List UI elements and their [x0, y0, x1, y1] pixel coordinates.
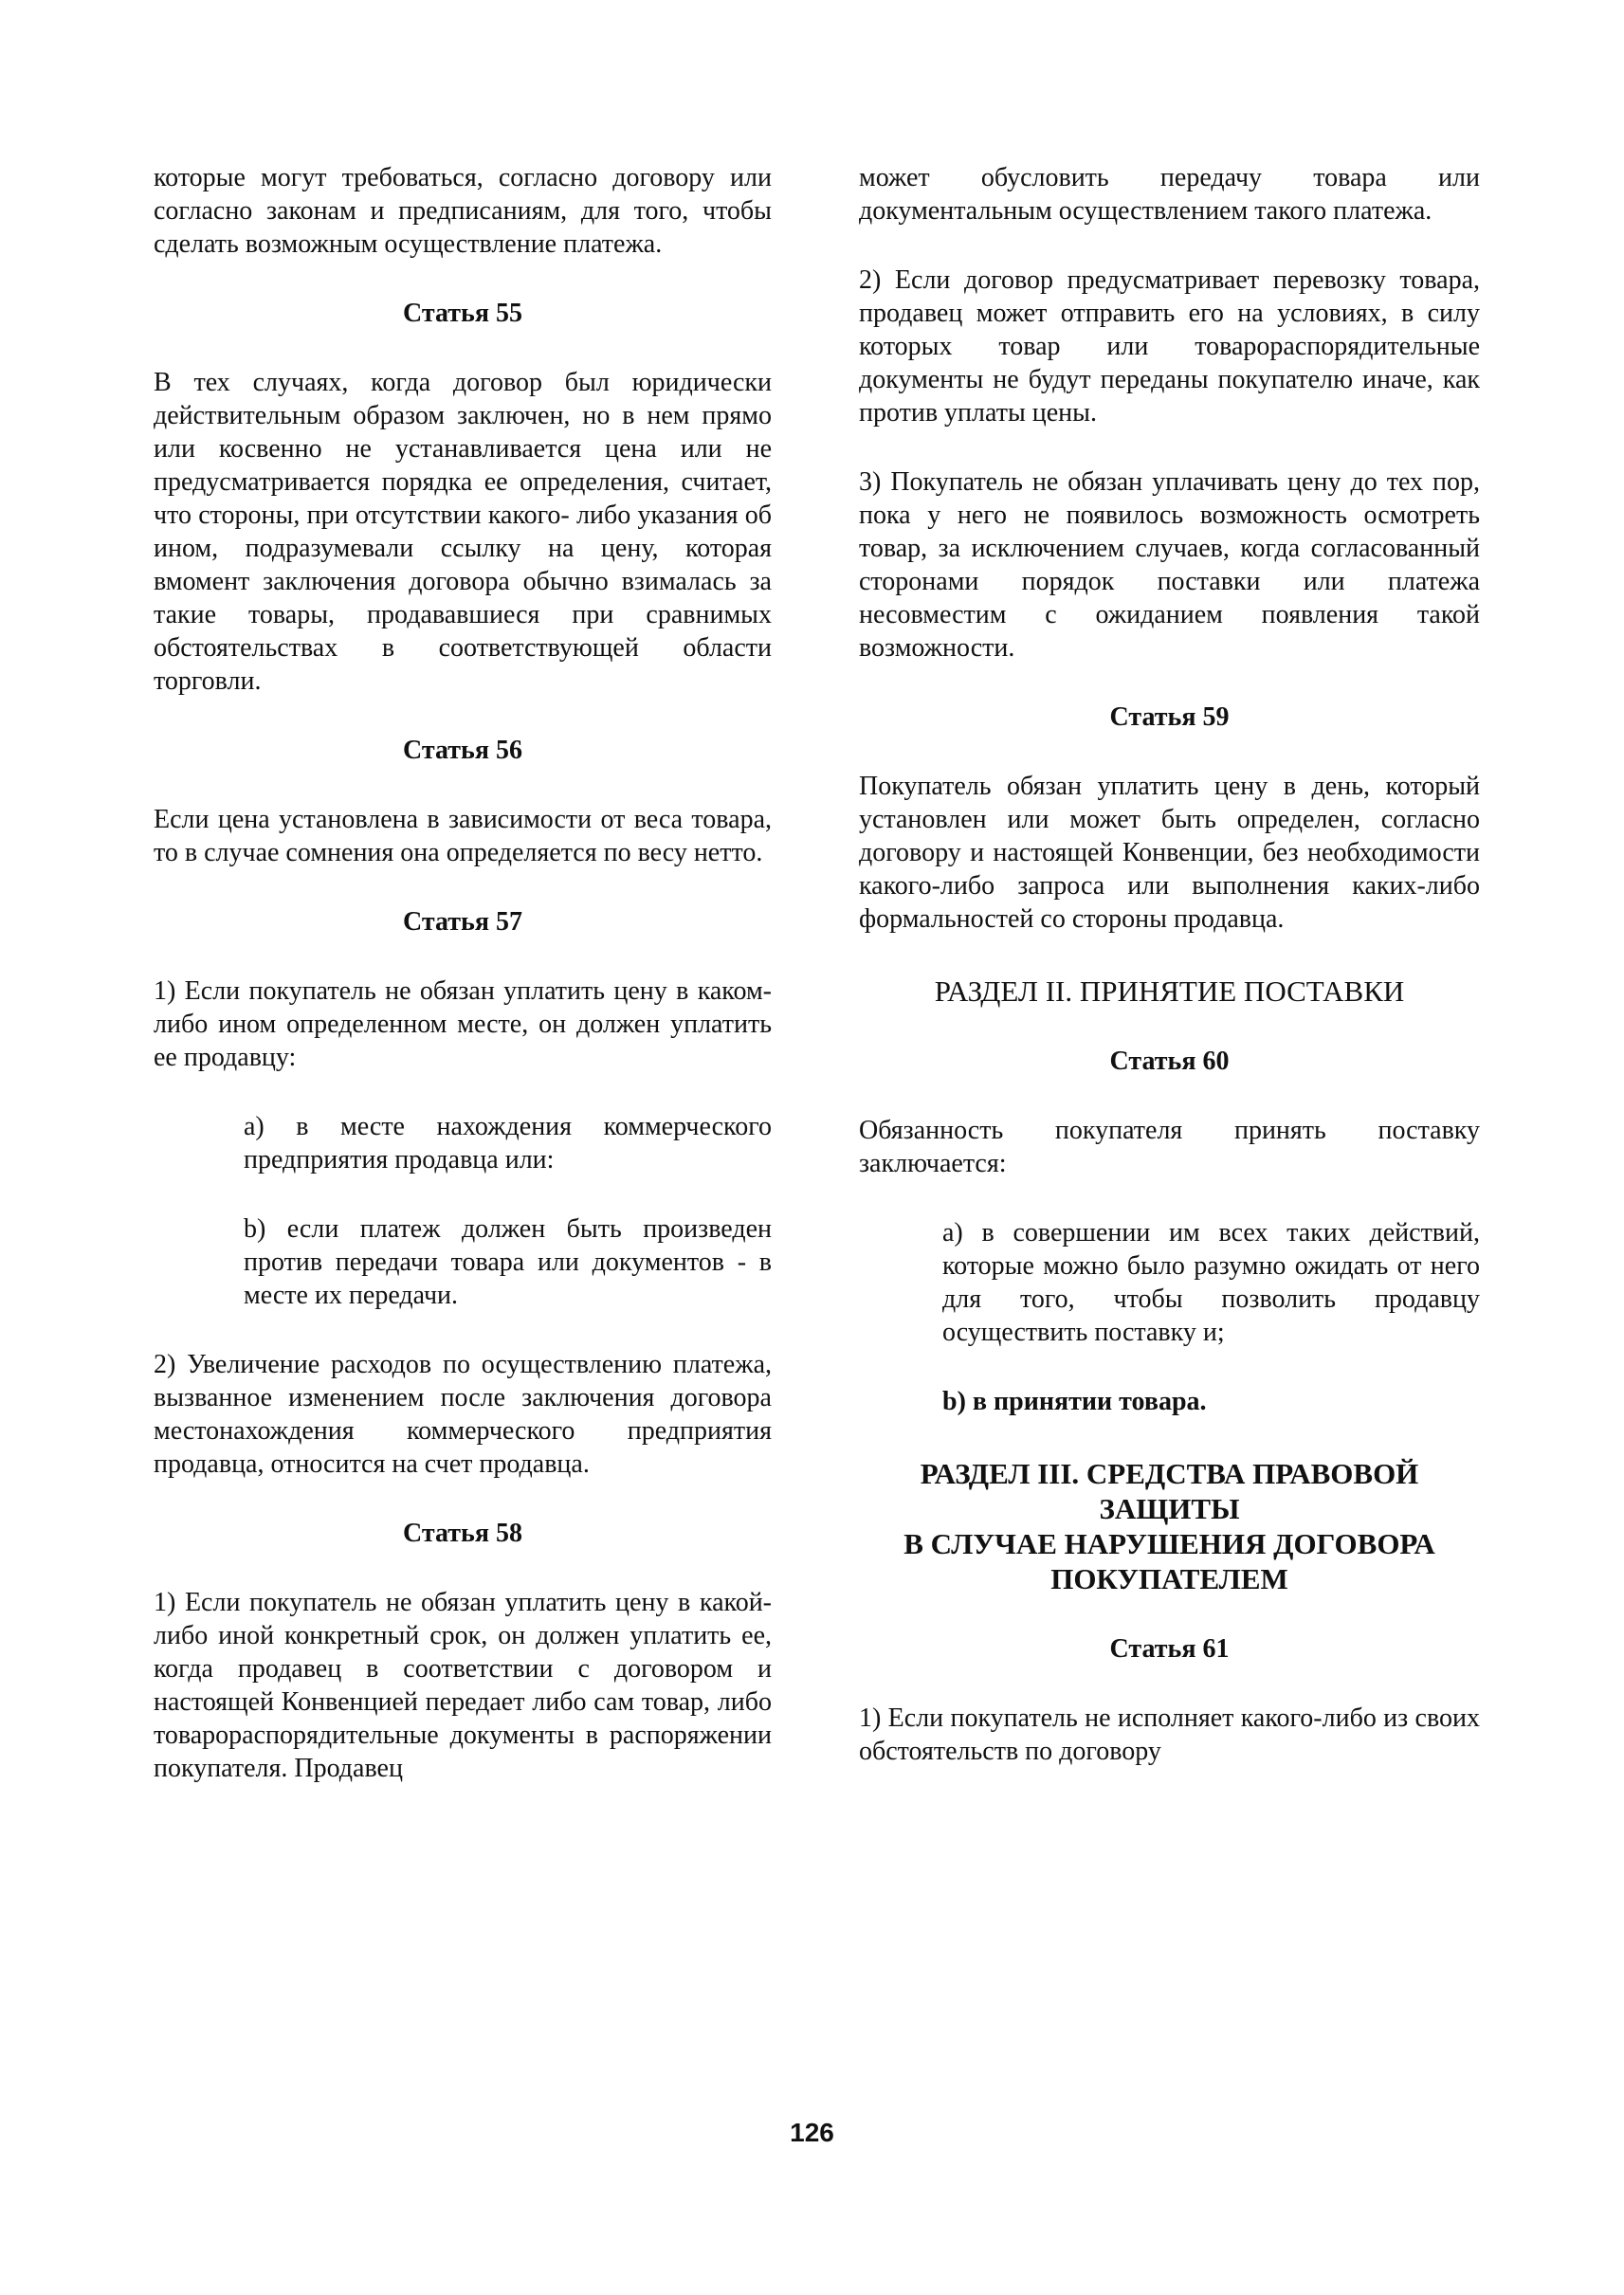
paragraph: 2) Увеличение расходов по осуществлению платежа, вызванное изменением после заключения договора местонахождения коммерческого предприятия продавца, относится на счет продавца.: [154, 1350, 772, 1479]
list-item: a) в месте нахождения коммерческого предприятия продавца или:: [244, 1112, 772, 1175]
left-column: [154, 161, 772, 1821]
article-heading: Статья 59: [1109, 702, 1230, 732]
article-heading: Статья 55: [403, 299, 522, 328]
section-heading-line: РАЗДЕЛ III. СРЕДСТВА ПРАВОВОЙ ЗАЩИТЫ: [920, 1457, 1419, 1525]
article-heading: Статья 60: [1109, 1047, 1230, 1076]
section-heading-line: В СЛУЧАЕ НАРУШЕНИЯ ДОГОВОРА ПОКУПАТЕЛЕМ: [903, 1527, 1435, 1595]
paragraph: которые могут требоваться, согласно договору или согласно законам и предписаниям, для того, чтобы сделать возможным осуществление платежа.: [154, 163, 772, 259]
paragraph: 3) Покупатель не обязан уплачивать цену до тех пор, пока у него не появилось возможность осмотреть товар, за исключением случаев, когда согласованный сторонами порядок поставки или платежа несовместим с ожиданием появления такой возможности.: [859, 467, 1480, 663]
page-number: 126: [790, 2118, 834, 2147]
paragraph: Если цена установлена в зависимости от веса товара, то в случае сомнения она определяется по весу нетто.: [154, 805, 772, 867]
article-heading: Статья 57: [403, 907, 522, 937]
paragraph: 2) Если договор предусматривает перевозку товара, продавец может отправить его на условиях, в силу которых товар или товарораспорядительные документы не будут переданы покупателю иначе, как против уплаты цены.: [859, 265, 1480, 428]
paragraph: 1) Если покупатель не обязан уплатить цену в какой-либо иной конкретный срок, он должен уплатить ее, когда продавец в соответствии с договором и настоящей Конвенцией передает либо сам товар, либо товарораспорядительные документы в распоряжении покупателя. Продавец: [154, 1588, 772, 1783]
list-item: b) если платеж должен быть произведен против передачи товара или документов - в месте их передачи.: [244, 1214, 772, 1310]
article-heading: Статья 61: [1109, 1634, 1230, 1664]
section-heading: РАЗДЕЛ II. ПРИНЯТИЕ ПОСТАВКИ: [934, 974, 1405, 1008]
paragraph: 1) Если покупатель не обязан уплатить цену в каком-либо ином определенном месте, он должен уплатить ее продавцу:: [154, 976, 772, 1072]
paragraph: Покупатель обязан уплатить цену в день, который установлен или может быть определен, согласно договору и настоящей Конвенции, без необходимости какого-либо запроса или выполнения каких-либо формальностей со стороны продавца.: [859, 772, 1480, 934]
paragraph: В тех случаях, когда договор был юридически действительным образом заключен, но в нем прямо или косвенно не устанавливается цена или не предусматривается порядка ее определения, считает, что стороны, при отсутствии какого- либо указания об ином, подразумевали ссылку на цену, которая вмомент заключения договора обычно взималась за такие товары, продававшиеся при сравнимых обстоятельствах в соответствующей области торговли.: [154, 368, 772, 696]
paragraph: 1) Если покупатель не исполняет какого-либо из своих обстоятельств по договору: [859, 1703, 1480, 1766]
list-item: b) в принятии товара.: [942, 1387, 1207, 1416]
right-column: [859, 161, 1480, 1804]
list-item: a) в совершении им всех таких действий, которые можно было разумно ожидать от него для того, чтобы позволить продавцу осуществить поставку и;: [942, 1218, 1480, 1347]
paragraph: Обязанность покупателя принять поставку заключается:: [859, 1116, 1480, 1178]
paragraph: может обусловить передачу товара или документальным осуществлением такого платежа.: [859, 163, 1480, 226]
section-heading: [859, 1456, 1480, 1596]
article-heading: Статья 56: [403, 736, 522, 765]
article-heading: Статья 58: [403, 1519, 522, 1548]
